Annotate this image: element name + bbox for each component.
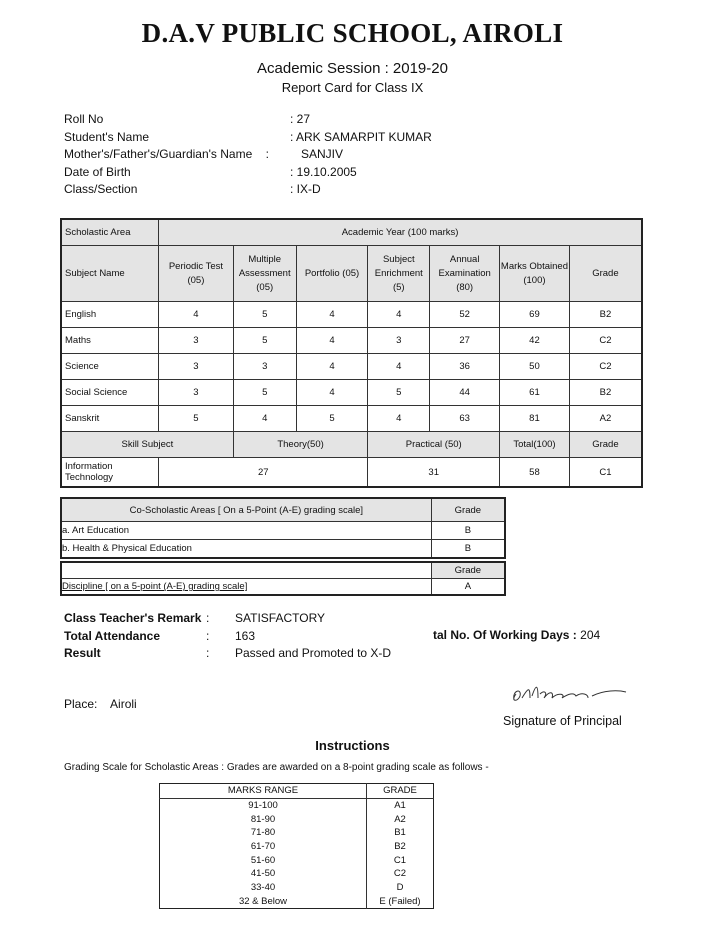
scholastic-table	[60, 218, 643, 488]
subject-row	[61, 380, 642, 406]
total-header: Total(100)	[500, 432, 570, 458]
name-label: Student's Name	[64, 129, 150, 144]
grade-row	[160, 853, 434, 867]
grade-rows	[160, 798, 434, 909]
grade-row	[160, 895, 434, 909]
col-header: Marks Obtained (100)	[500, 246, 570, 302]
place	[64, 697, 137, 711]
subject-cell: 5	[233, 302, 296, 328]
grade-row	[160, 812, 434, 826]
grade-header: GRADE	[367, 784, 434, 799]
subject-cell: A2	[569, 406, 642, 432]
subject-cell: C2	[569, 354, 642, 380]
subject-cell: 63	[430, 406, 500, 432]
name-value: : ARK SAMARPIT KUMAR	[290, 129, 432, 144]
col-header: Annual Examination (80)	[430, 246, 500, 302]
subject-cell: 4	[296, 328, 368, 354]
subject-cell: 4	[296, 354, 368, 380]
grading-scale-text: Grading Scale for Scholastic Areas : Grades are awarded on a 8-point grading scale as follows -	[64, 762, 489, 773]
result-value: Passed and Promoted to X-D	[235, 646, 392, 660]
subject-cell: 5	[159, 406, 234, 432]
subject-cell: 4	[233, 406, 296, 432]
co-scholastic-table	[60, 497, 506, 559]
student-info-labels	[64, 111, 269, 199]
grade-value: E (Failed)	[379, 895, 421, 907]
subject-cell: 3	[159, 380, 234, 406]
co-area-name: a. Art Education	[61, 522, 431, 540]
grade-value: A1	[394, 800, 406, 812]
marks-range-header: MARKS RANGE	[160, 784, 367, 799]
grade-row	[160, 840, 434, 854]
subject-cell: 61	[500, 380, 570, 406]
co-scholastic-header: Co-Scholastic Areas [ On a 5-Point (A-E) grading scale]	[61, 498, 431, 522]
col-header: Portfolio (05)	[296, 246, 368, 302]
col-header: Multiple Assessment (05)	[233, 246, 296, 302]
subject-cell: 4	[368, 302, 430, 328]
col-header: Periodic Test (05)	[159, 246, 234, 302]
subject-cell: 4	[368, 354, 430, 380]
marks-range: 61-70	[160, 840, 367, 854]
subject-row	[61, 328, 642, 354]
signature-label: Signature of Principal	[503, 714, 622, 728]
working-days	[433, 628, 600, 642]
subject-cell: 5	[233, 380, 296, 406]
discipline-table	[60, 561, 506, 596]
place-label: Place:	[64, 697, 98, 711]
subject-cell: 3	[159, 328, 234, 354]
separator: :	[206, 646, 210, 660]
scholastic-area-header: Scholastic Area	[61, 219, 159, 246]
subject-name: Social Science	[61, 380, 159, 406]
subject-cell: 42	[500, 328, 570, 354]
subject-cell: 4	[296, 302, 368, 328]
grade-value: A2	[394, 813, 406, 825]
marks-range: 51-60	[160, 853, 367, 867]
marks-range: 71-80	[160, 826, 367, 840]
marks-range: 81-90	[160, 812, 367, 826]
discipline-grade: A	[431, 579, 505, 596]
grade-value: D	[396, 882, 404, 894]
co-area-grade: B	[431, 540, 505, 559]
subject-cell: 3	[159, 354, 234, 380]
grade-header: Grade	[569, 432, 642, 458]
discipline-grade-header: Grade	[431, 562, 505, 579]
separator: :	[206, 628, 210, 643]
attendance-label: Total Attendance	[64, 628, 161, 643]
dob-value: : 19.10.2005	[290, 164, 357, 179]
academic-year-header: Academic Year (100 marks)	[159, 219, 642, 246]
grade-value: B1	[394, 827, 406, 839]
grade-value: C1	[393, 854, 407, 866]
subject-cell: C2	[569, 328, 642, 354]
grade-row	[160, 826, 434, 840]
skill-practical: 31	[368, 458, 500, 488]
principal-signature-icon	[508, 680, 638, 710]
report-card-title: Report Card for Class IX	[281, 80, 424, 95]
attendance-value: 163	[235, 628, 256, 643]
skill-total: 58	[500, 458, 570, 488]
subject-cell: 5	[296, 406, 368, 432]
subject-cell: 27	[430, 328, 500, 354]
discipline-label: Discipline [ on a 5-point (A-E) grading scale]	[61, 579, 431, 596]
grade-row	[160, 867, 434, 881]
grading-scale-table	[159, 783, 434, 909]
subject-cell: 5	[368, 380, 430, 406]
skill-theory: 27	[159, 458, 368, 488]
grade-row	[160, 881, 434, 895]
subject-cell: 50	[500, 354, 570, 380]
skill-grade: C1	[569, 458, 642, 488]
roll-value: : 27	[290, 112, 311, 126]
roll-label: Roll No	[64, 112, 104, 126]
co-grade-header: Grade	[431, 498, 505, 522]
skill-subject-header: Skill Subject	[61, 432, 233, 458]
guardian-value: SANJIV	[301, 147, 344, 161]
subject-cell: 3	[368, 328, 430, 354]
marks-range: 33-40	[160, 881, 367, 895]
subject-cell: 4	[159, 302, 234, 328]
class-label: Class/Section	[64, 182, 138, 196]
col-header: Grade	[569, 246, 642, 302]
subject-cell: 52	[430, 302, 500, 328]
subject-cell: B2	[569, 380, 642, 406]
place-value: Airoli	[110, 697, 137, 711]
subject-row	[61, 354, 642, 380]
subject-row	[61, 406, 642, 432]
result-label: Result	[64, 646, 101, 660]
co-area-grade: B	[431, 522, 505, 540]
remarks-block	[64, 610, 391, 663]
academic-session: Academic Session : 2019-20	[257, 60, 448, 77]
skill-subject-name: Information Technology	[61, 458, 159, 488]
grade-row	[160, 798, 434, 812]
col-header: Subject Name	[61, 246, 159, 302]
subject-row	[61, 302, 642, 328]
subject-name: English	[61, 302, 159, 328]
marks-range: 41-50	[160, 867, 367, 881]
student-info-values	[290, 111, 432, 199]
practical-header: Practical (50)	[368, 432, 500, 458]
working-days-value: 204	[580, 628, 601, 642]
subject-cell: 5	[233, 328, 296, 354]
co-area-name: b. Health & Physical Education	[61, 540, 431, 559]
subject-cell: 36	[430, 354, 500, 380]
guardian-label: Mother's/Father's/Guardian's Name :	[64, 147, 269, 161]
subject-cell: 4	[296, 380, 368, 406]
separator: :	[206, 611, 210, 625]
theory-header: Theory(50)	[233, 432, 368, 458]
marks-range: 32 & Below	[160, 895, 367, 909]
col-header: Subject Enrichment (5)	[368, 246, 430, 302]
teacher-remark-label: Class Teacher's Remark	[64, 611, 202, 625]
subject-name: Science	[61, 354, 159, 380]
subject-name: Sanskrit	[61, 406, 159, 432]
teacher-remark: SATISFACTORY	[235, 611, 326, 625]
subject-cell: B2	[569, 302, 642, 328]
dob-label: Date of Birth	[64, 164, 131, 179]
instructions-title: Instructions	[315, 738, 390, 753]
subject-rows	[61, 302, 642, 432]
subject-cell: 4	[368, 406, 430, 432]
subject-cell: 81	[500, 406, 570, 432]
subject-cell: 3	[233, 354, 296, 380]
class-value: : IX-D	[290, 182, 321, 196]
grade-value: C2	[393, 868, 407, 880]
marks-range: 91-100	[160, 798, 367, 812]
grade-value: B2	[394, 841, 406, 853]
subject-name: Maths	[61, 328, 159, 354]
school-name: D.A.V PUBLIC SCHOOL, AIROLI	[141, 18, 564, 48]
working-days-label: tal No. Of Working Days :	[433, 628, 577, 642]
subject-cell: 69	[500, 302, 570, 328]
subject-cell: 44	[430, 380, 500, 406]
